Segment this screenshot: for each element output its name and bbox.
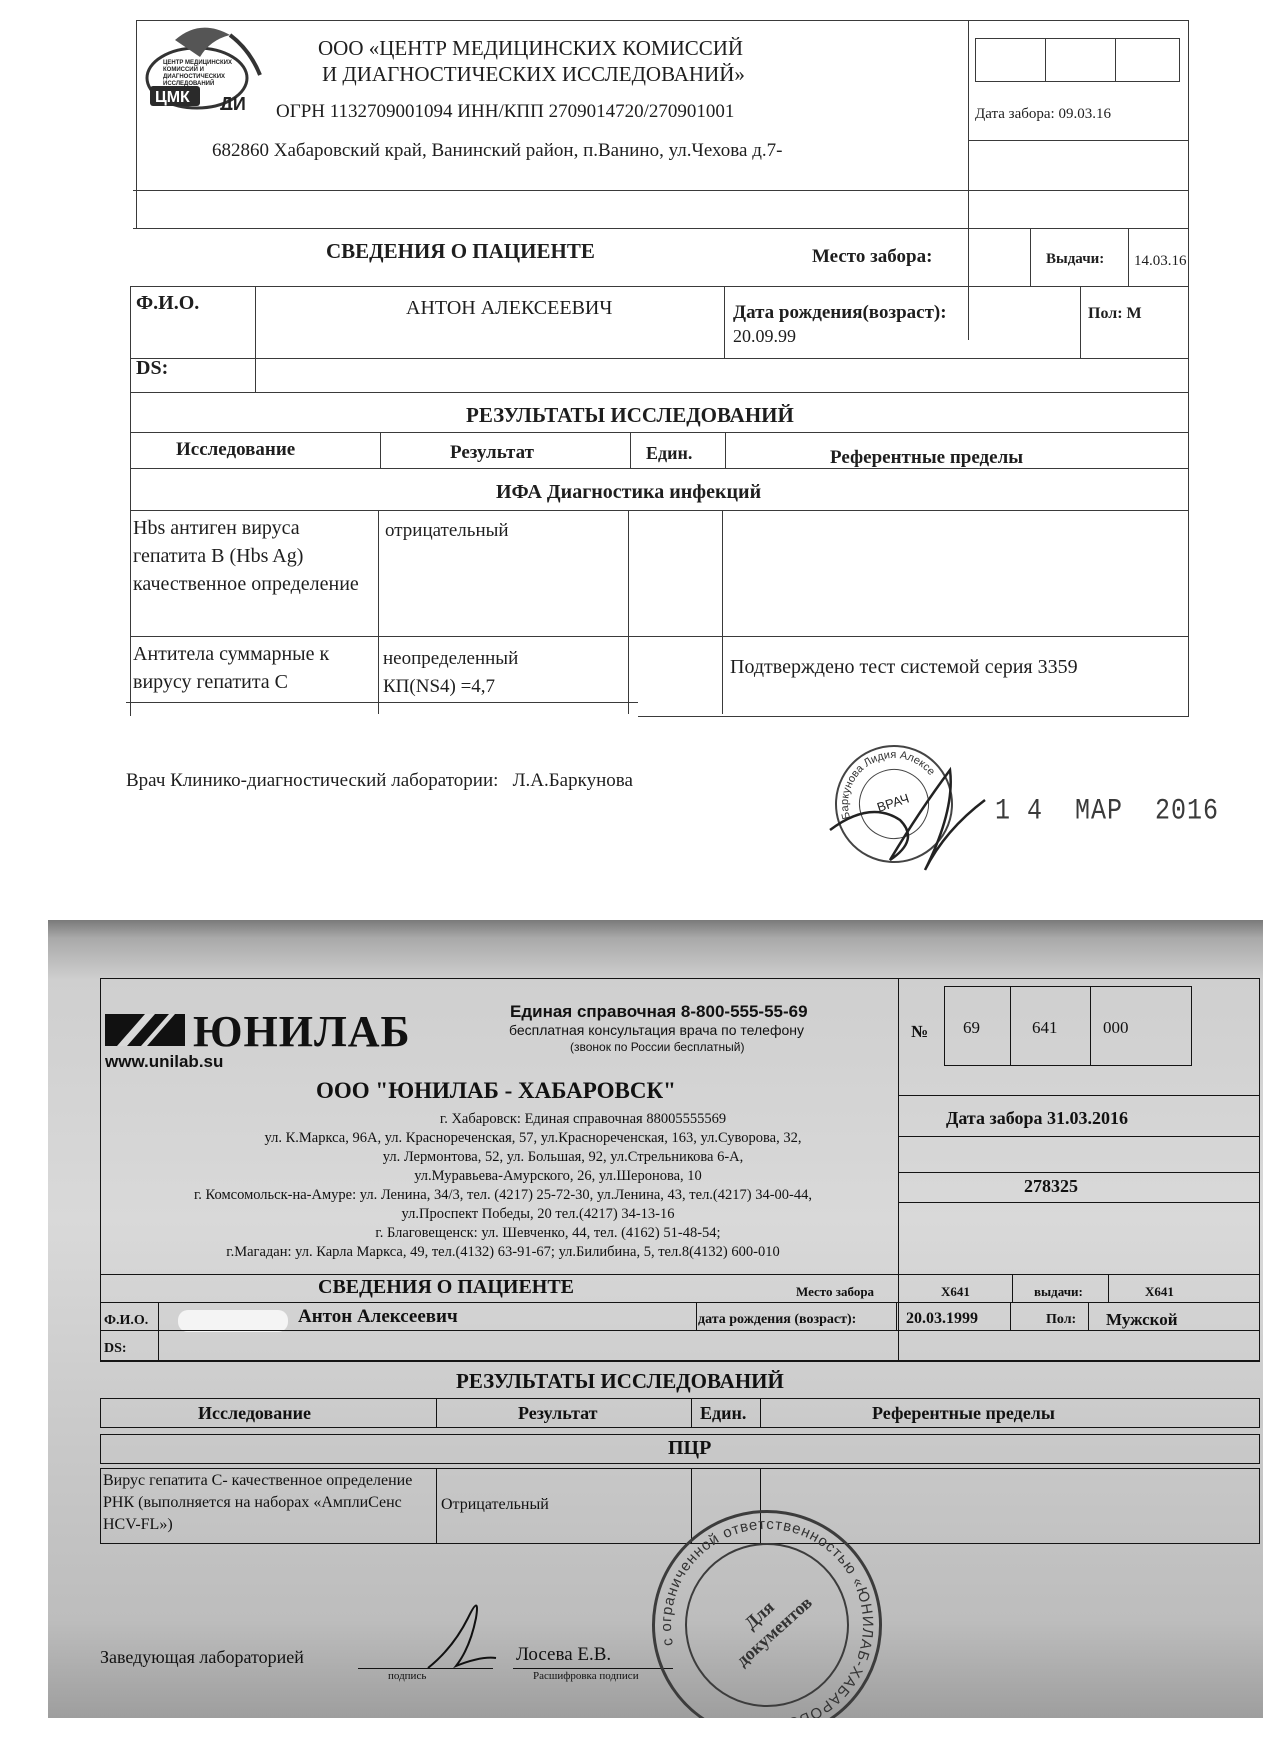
fio-label: Ф.И.О. [136,292,200,314]
svg-text:ДИ: ДИ [220,94,246,110]
dob-label: Дата рождения(возраст): [733,302,947,323]
lab-report-2 [48,920,1263,1735]
fio-label: Ф.И.О. [104,1313,149,1328]
hotline-subtitle: бесплатная консультация врача по телефону [509,1022,804,1038]
number-label: № [911,1022,929,1041]
svg-text:с ограниченной ответственность: с ограниченной ответственностью «ЮНИЛАБ-ХАБАРОВСК» [657,1515,877,1735]
issue-label: Выдачи: [1046,251,1105,267]
number-part: 641 [1032,1018,1058,1037]
brand-name: ЮНИЛАБ [193,1007,411,1056]
col-unit: Един. [646,443,693,463]
number-part: 000 [1103,1018,1129,1037]
unilab-brand-icon [103,1010,187,1050]
doctor-signature-icon [810,740,1000,880]
sex-value: Мужской [1106,1310,1178,1329]
collection-date: Дата забора: 09.03.16 [975,106,1111,122]
patient-header: СВЕДЕНИЯ О ПАЦИЕНТЕ [326,239,595,263]
test-name: Антитела суммарные к вирусу гепатита С [133,643,330,693]
test-name: Вирус гепатита С- качественное определение РНК (выполняется на наборах «АмплиСенс HCV-FL») [103,1472,413,1533]
hotline-note: (звонок по России бесплатный) [570,1040,745,1054]
org-name-line2: И ДИАГНОСТИЧЕСКИХ ИССЛЕДОВАНИЙ» [322,62,745,86]
stamp-center-text: Для документов [732,1592,816,1671]
address-line: г. Хабаровск: Единая справочная 88005555569 [439,1111,727,1127]
sex-label: Пол: М [1088,305,1142,322]
address-block [108,1110,898,1262]
address-line: г.Магадан: ул. Карла Маркса, 49, тел.(4132) 63-91-67; ул.Билибина, 5, тел.8(4132) 600-010 [226,1244,780,1260]
number-part: 69 [963,1018,980,1037]
logo-tagline: ЦЕНТР МЕДИЦИНСКИХ КОМИССИЙ И ДИАГНОСТИЧЕСКИХ ИССЛЕДОВАНИЙ [163,60,232,87]
unilab-logo [103,1002,443,1082]
address-line: г. Комсомольск-на-Амуре: ул. Ленина, 34/3, тел. (4217) 25-72-30, ул.Ленина, 43, тел.(4217) 34-00-44, [194,1187,812,1203]
fio-value: АНТОН АЛЕКСЕЕВИЧ [406,297,613,319]
org-name: ООО "ЮНИЛАБ - ХАБАРОВСК" [316,1078,676,1103]
address-line: ул.Муравьева-Амурского, 26, ул.Шеронова, 10 [414,1168,702,1184]
col-result: Результат [450,442,534,463]
cmk-logo [135,20,275,110]
place-label: Место забора [796,1284,875,1299]
collection-date: Дата забора 31.03.2016 [946,1108,1128,1128]
doctor-signature-line: Врач Клинико-диагностический лаборатории: Л.А.Баркунова [126,770,633,791]
head-signature-icon [418,1588,508,1678]
head-label: Заведующая лабораторией [100,1647,304,1667]
reference-note: Подтверждено тест системой серия 3359 [730,656,1078,678]
stamp-center-text: ВРАЧ [875,790,911,815]
address-line: ул. Лермонтова, 52, ул. Большая, 92, ул.Стрельникова 6-А, [382,1149,744,1165]
table-row [133,640,378,696]
test-name: Hbs антиген вируса гепатита В (Hbs Ag) качественное определение [133,517,359,595]
address-line: ул. К.Маркса, 96А, ул. Краснореченская, 57, ул.Краснореченская, 163, ул.Суворова, 32, [264,1130,802,1146]
dob-value: 20.09.99 [733,326,796,346]
col-test: Исследование [176,439,296,460]
table-row [103,1470,428,1536]
section-title: ИФА Диагностика инфекций [496,481,762,503]
name-caption: Расшифровка подписи [533,1670,639,1682]
col-result: Результат [518,1403,598,1423]
place-label: Место забора: [812,246,933,267]
hotline-title: Единая справочная 8-800-555-55-69 [510,1002,808,1021]
org-address: 682860 Хабаровский край, Ванинский район, п.Ванино, ул.Чехова д.7- [212,140,783,161]
fio-value: Антон Алексеевич [298,1306,458,1327]
ds-label: DS: [136,357,169,379]
address-line: г. Благовещенск: ул. Шевченко, 44, тел. (4162) 51-48-54; [375,1225,721,1241]
issue-label: выдачи: [1034,1284,1083,1299]
sample-code: 278325 [1024,1176,1078,1196]
svg-text:ЦМК: ЦМК [155,89,190,106]
dob-label: дата рождения (возраст): [698,1312,857,1327]
col-unit: Един. [700,1403,747,1423]
svg-text:Баркунова Лидия Алексе: Баркунова Лидия Алексе [838,748,938,821]
fio-redaction [178,1310,288,1332]
number-box [975,38,1180,82]
table-row [133,514,373,636]
results-header: РЕЗУЛЬТАТЫ ИССЛЕДОВАНИЙ [456,1369,784,1393]
results-header: РЕЗУЛЬТАТЫ ИССЛЕДОВАНИЙ [466,403,794,427]
number-box [944,986,1192,1066]
patient-header: СВЕДЕНИЯ О ПАЦИЕНТЕ [318,1276,575,1298]
dob-value: 20.03.1999 [906,1310,978,1327]
result-value: неопределенный КП(NS4) =4,7 [383,648,519,697]
brand-site: www.unilab.su [105,1052,224,1071]
stamp-date: 1 4 MAP 2016 [995,793,1220,828]
org-name-line1: ООО «ЦЕНТР МЕДИЦИНСКИХ КОМИССИЙ [318,36,744,60]
issue-value: 14.03.16 [1134,253,1187,269]
signature-caption: подпись [388,1670,427,1682]
ds-label: DS: [104,1341,127,1356]
col-ref: Референтные пределы [830,447,1024,468]
ogrn-inn: ОГРН 1132709001094 ИНН/КПП 2709014720/270901001 [276,101,735,122]
address-line: ул.Проспект Победы, 20 тел.(4217) 34-13-16 [401,1206,675,1222]
col-ref: Референтные пределы [872,1403,1055,1423]
sex-label: Пол: [1046,1312,1077,1327]
result-value: отрицательный [385,520,509,541]
result-value: Отрицательный [441,1496,549,1513]
col-test: Исследование [198,1403,311,1423]
head-name: Лосева Е.В. [516,1644,612,1665]
place-value: Х641 [941,1284,970,1299]
section-title: ПЦР [668,1437,712,1459]
issue-value: Х641 [1145,1284,1174,1299]
